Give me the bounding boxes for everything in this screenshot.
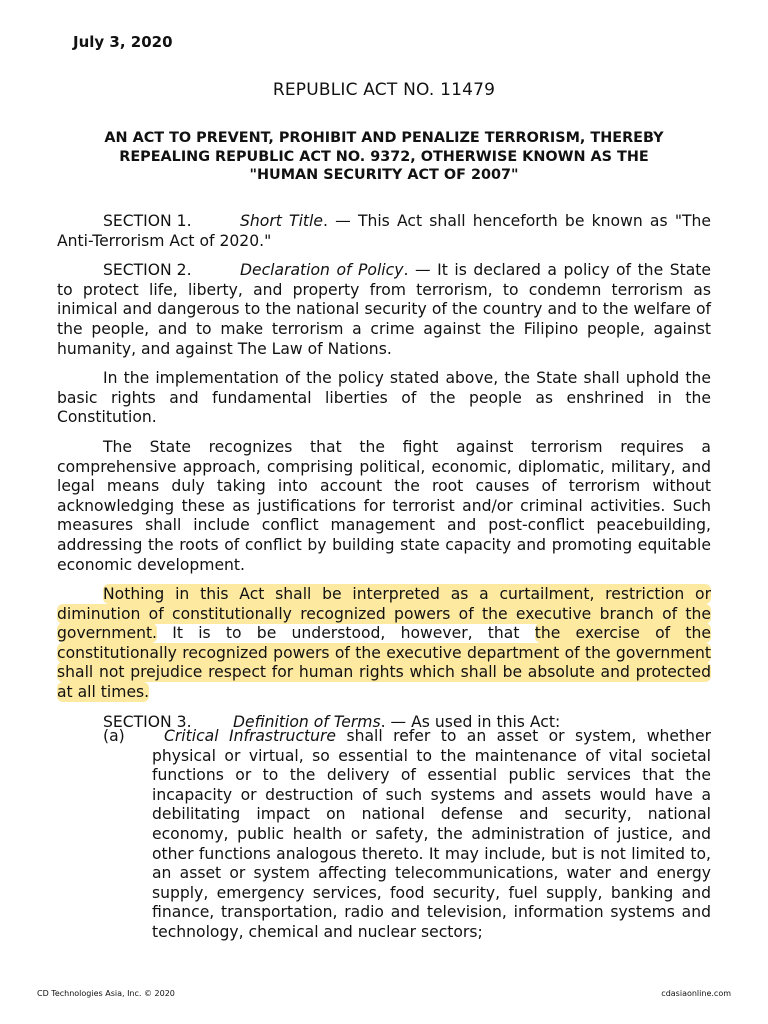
paragraph-recognizes <box>57 438 711 575</box>
paragraph-text: In the implementation of the policy stated above, the State shall uphold the basic rights and fundamental liberties of the people as enshrined in the Constitution. <box>57 369 711 427</box>
act-number: REPUBLIC ACT NO. 11479 <box>272 80 496 100</box>
highlighted-text: Nothing in this Act shall be interpreted as a curtailment, restriction or diminution of constitutionally recognized powers of the executive branch of the government. <box>57 585 711 643</box>
section-label: SECTION 1. <box>103 212 192 230</box>
section-heading: Short Title <box>240 212 323 230</box>
act-title <box>60 129 708 185</box>
act-title-line: AN ACT TO PREVENT, PROHIBIT AND PENALIZE TERRORISM, THEREBY <box>104 130 664 146</box>
document-body <box>57 212 711 742</box>
definition-a <box>103 727 711 943</box>
footer-website: cdasiaonline.com <box>661 989 731 998</box>
paragraph-implementation <box>57 369 711 428</box>
definition-label: (a) <box>103 727 125 745</box>
section-label: SECTION 3. <box>103 712 192 731</box>
footer-copyright: CD Technologies Asia, Inc. © 2020 <box>37 989 175 998</box>
section-text: . — This Act shall henceforth be known as "The Anti-Terrorism Act of 2020." <box>57 212 712 250</box>
section-text: . — As used in this Act: <box>380 712 561 731</box>
highlighted-text: the exercise of the constitutionally recognized powers of the executive department of the government shall not prejudice respect for human rights which shall be absolute and protected at all times. <box>57 624 711 702</box>
definition-text: shall refer to an asset or system, whether physical or virtual, so essential to the maintenance of vital societal functions or to the delivery of essential public services that the incapacity or destruction of such systems and assets would have a debilitating impact on national defense and security, national economy, public health or safety, the administration of justice, and other functions analogous thereto. It may include, but is not limited to, an asset or system affecting telecommunications, water and energy supply, emergency services, food security, fuel supply, banking and finance, transportation, radio and television, information systems and technology, chemical and nuclear sectors; <box>152 727 711 941</box>
section-heading: Declaration of Policy <box>240 261 404 280</box>
definition-term: Critical Infrastructure <box>164 727 337 745</box>
document-date: July 3, 2020 <box>73 33 173 51</box>
section-heading: Definition of Terms <box>233 712 381 731</box>
act-title-line: "HUMAN SECURITY ACT OF 2007" <box>249 167 519 183</box>
paragraph-text: It is to be understood, however, that <box>157 624 535 643</box>
act-title-line: REPEALING REPUBLIC ACT NO. 9372, OTHERWISE KNOWN AS THE <box>119 148 649 165</box>
section-label: SECTION 2. <box>103 261 192 280</box>
paragraph-highlighted <box>57 585 711 703</box>
paragraph-text: The State recognizes that the fight against terrorism requires a comprehensive approach, comprising political, economic, diplomatic, military, and legal means duly taking into account the root causes of terrorism without acknowledging these as justifications for terrorist and/or criminal activities. Such measures shall include conflict management and post-conflict peacebuilding, addressing the roots of conflict by building state capacity and promoting equitable economic development. <box>57 437 711 574</box>
section-1 <box>57 212 711 251</box>
definition-body <box>152 727 711 943</box>
section-text: . — It is declared a policy of the State to protect life, liberty, and property from terrorism, to condemn terrorism as inimical and dangerous to the national security of the country and to the welfare of the people, and to make terrorism a crime against the Filipino people, against humanity, and against The Law of Nations. <box>57 261 711 358</box>
section-2 <box>57 261 711 359</box>
